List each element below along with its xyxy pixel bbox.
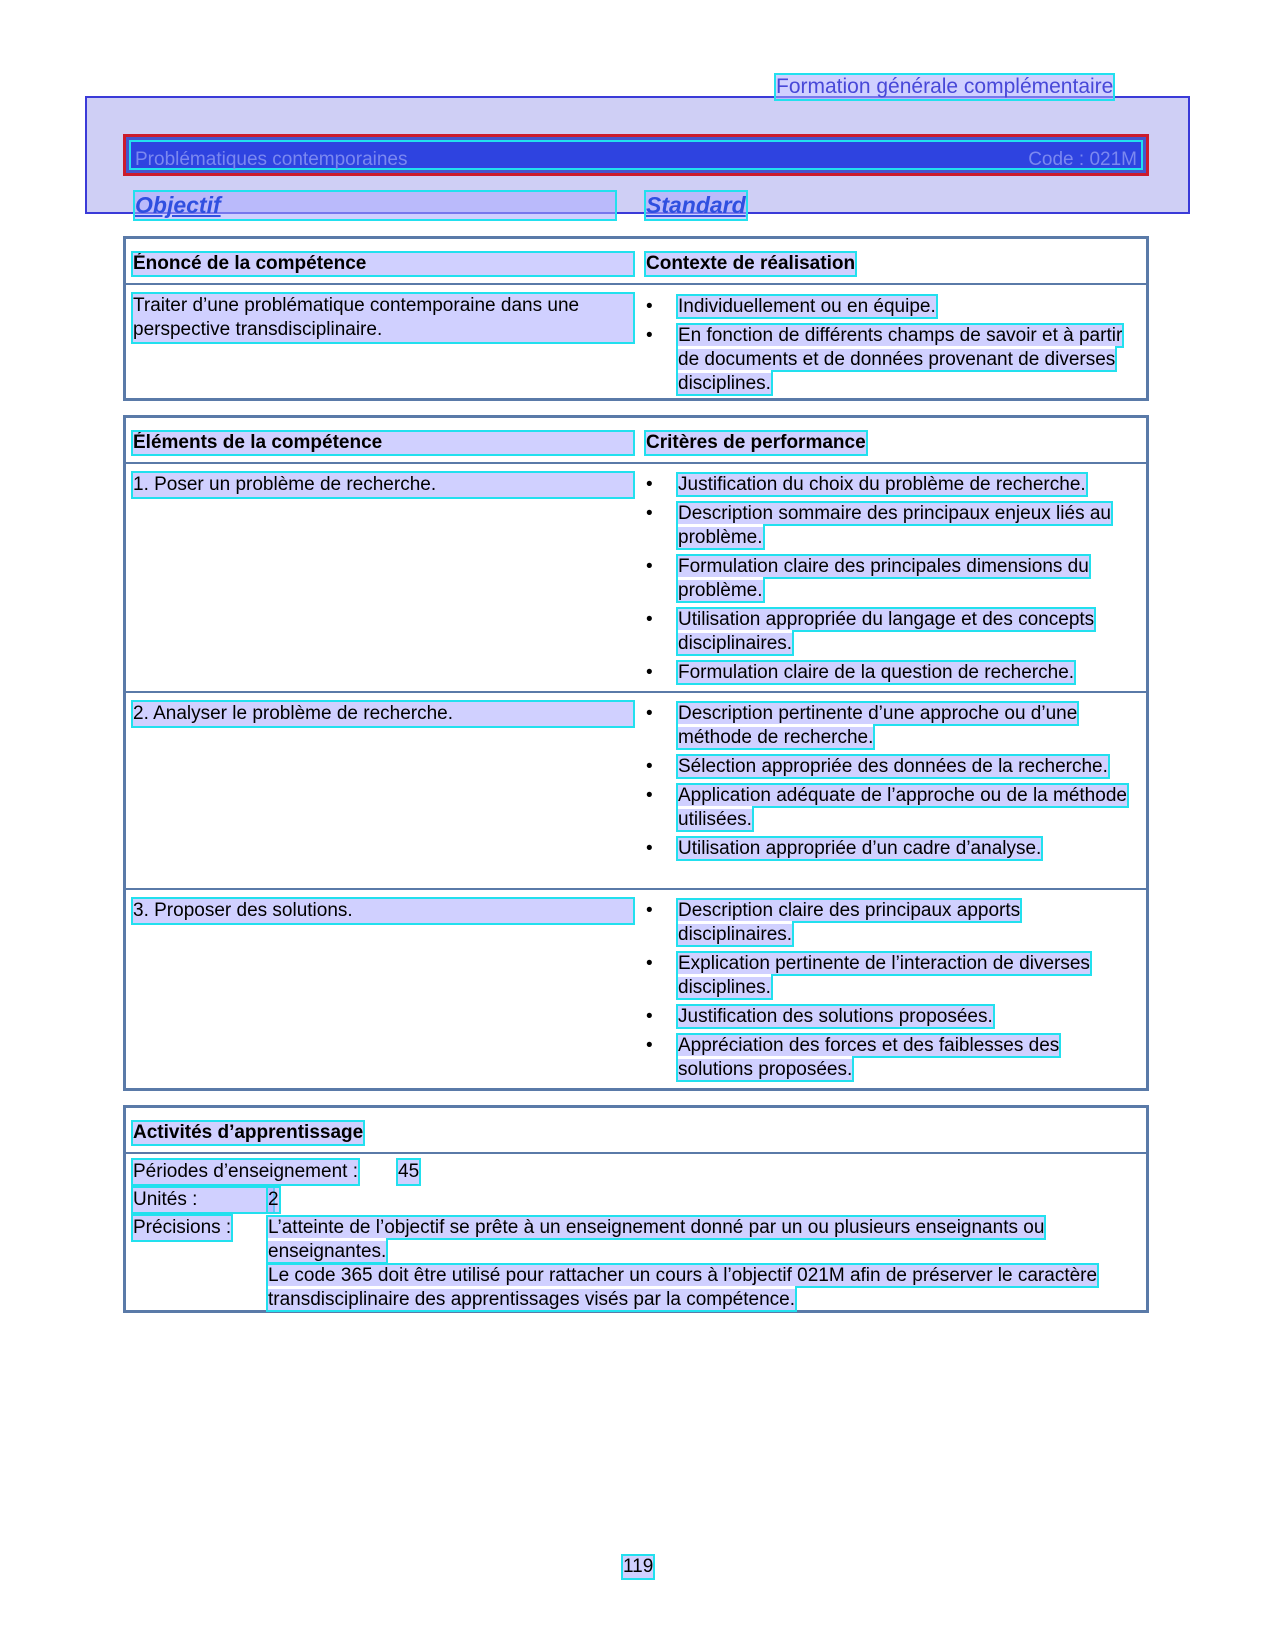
element-1-label: 1. Poser un problème de recherche. [133,473,633,497]
enonce-box [123,236,1149,401]
elements-box [123,415,1149,1091]
row-divider [126,1152,1146,1154]
course-title-bar-inner [131,142,1141,168]
list-item-text: Justification des solutions proposées. [678,1006,993,1027]
periods-label: Périodes d’enseignement : [133,1161,358,1182]
list-item-text: Sélection appropriée des données de la recherche. [678,756,1108,777]
list-item [646,608,1134,656]
row-divider [126,283,1146,285]
context-list [646,295,1134,401]
running-title: Formation générale complémentaire [776,75,1114,98]
list-item [646,755,1134,779]
enonce-header: Énoncé de la compétence [133,253,633,275]
list-item [646,555,1134,603]
row-divider [126,888,1146,890]
list-item [646,473,1134,497]
list-item [646,324,1134,396]
objectif-heading: Objectif [135,192,615,219]
list-item-text: Utilisation appropriée du langage et des concepts disciplinaires. [678,609,1095,654]
list-item-text: Individuellement ou en équipe. [678,296,936,317]
list-item-text: En fonction de différents champs de savoir et à partir de documents et de données provenant de diverses disciplines. [678,325,1123,394]
list-item-text: Formulation claire des principales dimensions du problème. [678,556,1089,601]
list-item [646,837,1134,861]
list-item-text: Description sommaire des principaux enjeux liés au problème. [678,503,1111,548]
course-title-bar [123,134,1149,176]
precisions-label: Précisions : [133,1217,232,1238]
elements-header: Éléments de la compétence [133,432,633,454]
list-item [646,1005,1134,1029]
element-3-label: 3. Proposer des solutions. [133,899,633,923]
list-item [646,295,1134,319]
activities-header: Activités d’apprentissage [133,1122,364,1143]
list-item-text: Explication pertinente de l’interaction de diverses disciplines. [678,953,1090,998]
criteres-header: Critères de performance [646,432,866,453]
page-number: 119 [623,1556,654,1577]
list-item-text: Application adéquate de l’approche ou de la méthode utilisées. [678,785,1127,830]
list-item [646,784,1134,832]
units-value: 2 [268,1189,279,1210]
list-item [646,702,1134,750]
list-item [646,952,1134,1000]
list-item [646,1034,1134,1082]
units-label: Unités : [133,1188,273,1212]
list-item [646,661,1134,685]
precisions-text [268,1216,1134,1312]
course-code: Code : 021M [1028,149,1137,170]
list-item-text: Description claire des principaux apports disciplinaires. [678,900,1021,945]
list-item-text: Justification du choix du problème de recherche. [678,474,1086,495]
criteria-list-2 [646,702,1134,866]
standard-heading: Standard [646,192,746,218]
course-title: Problématiques contemporaines [135,149,408,170]
row-divider [126,462,1146,464]
row-divider [126,691,1146,693]
list-item-text: Formulation claire de la question de recherche. [678,662,1075,683]
competence-statement: Traiter d’une problématique contemporaine dans une perspective transdisciplinaire. [133,294,633,342]
list-item-text: Description pertinente d’une approche ou d’une méthode de recherche. [678,703,1078,748]
list-item-text: Appréciation des forces et des faiblesses des solutions proposées. [678,1035,1060,1080]
criteria-list-1 [646,473,1134,690]
list-item-text: Utilisation appropriée d’un cadre d’analyse. [678,838,1042,859]
contexte-header: Contexte de réalisation [646,253,856,274]
list-item [646,502,1134,550]
periods-value: 45 [398,1161,420,1182]
criteria-list-3 [646,899,1134,1087]
list-item [646,899,1134,947]
activities-box [123,1105,1149,1313]
precisions-paragraph-2: Le code 365 doit être utilisé pour rattacher un cours à l’objectif 021M afin de préserver le caractère transdisciplinaire des apprentissages visés par la compétence. [268,1265,1098,1310]
precisions-paragraph-1: L’atteinte de l’objectif se prête à un enseignement donné par un ou plusieurs enseignants ou enseignantes. [268,1217,1045,1262]
element-2-label: 2. Analyser le problème de recherche. [133,702,633,726]
